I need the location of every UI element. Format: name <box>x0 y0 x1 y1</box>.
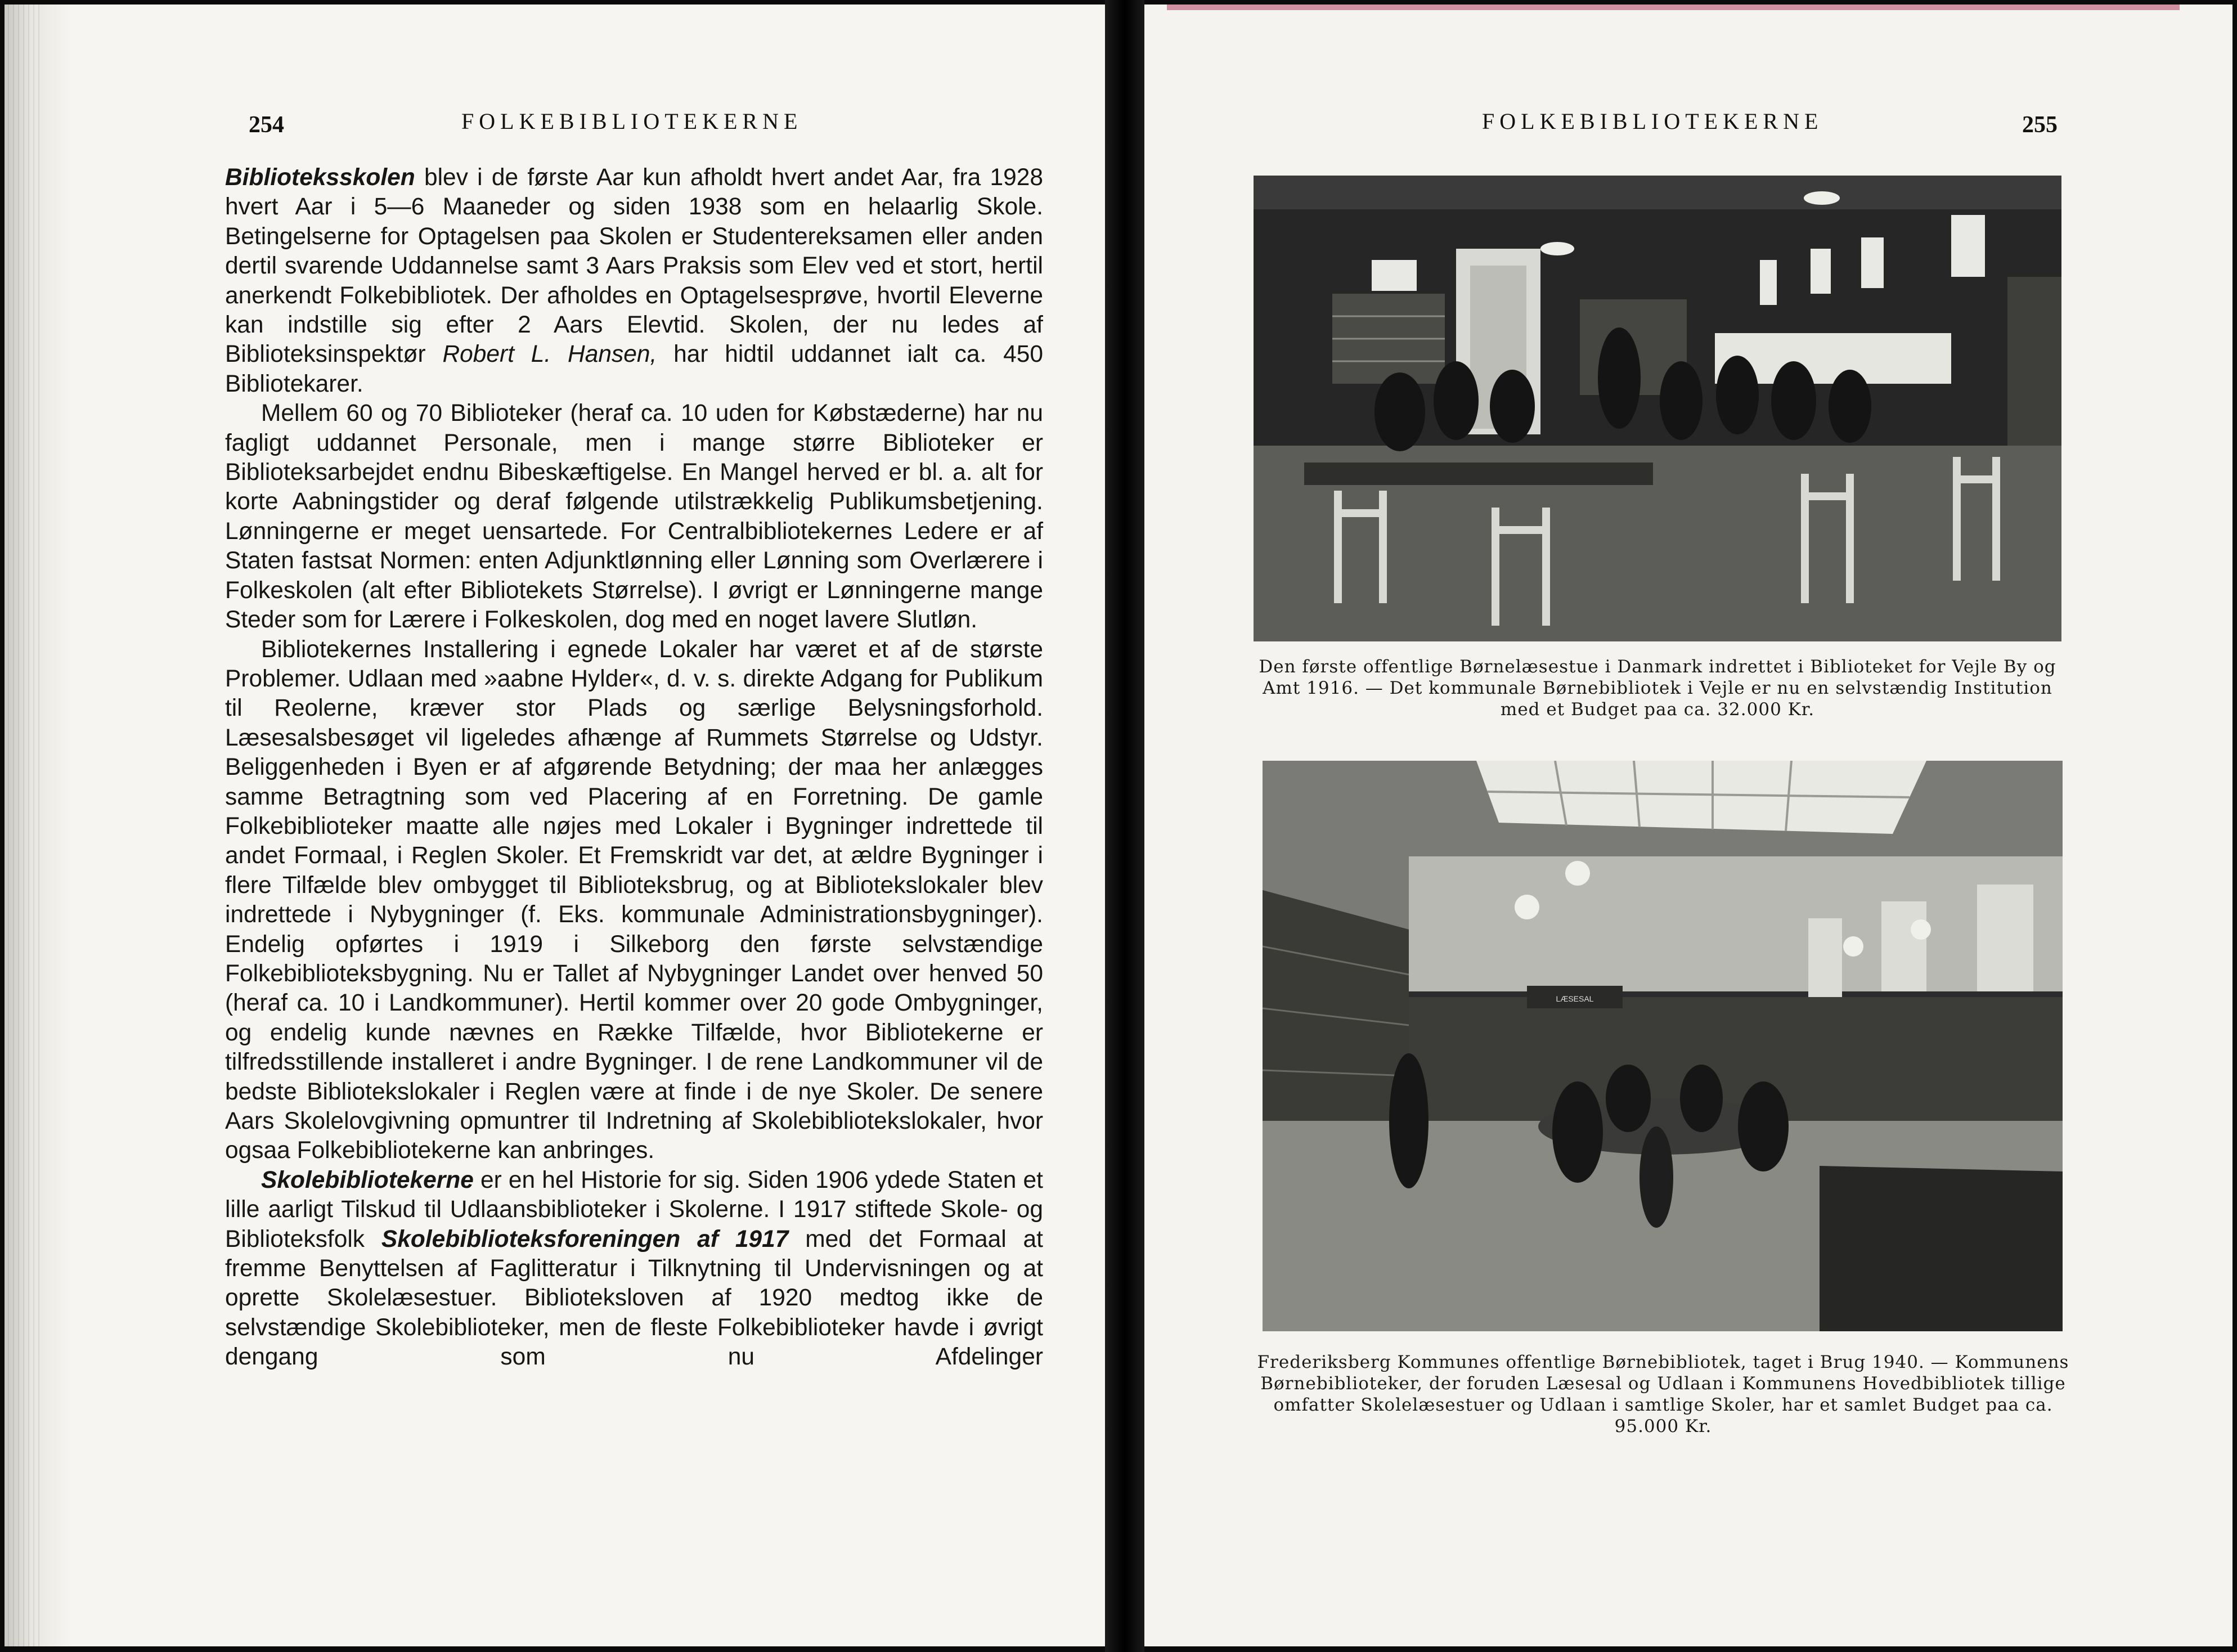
paragraph-text: med det Formaal at fremme Benyttelsen af Faglitteratur i Tilknytning til Undervisningen og at oprette Skolelæsestuer. Biblioteksloven af 1920 medtog ikke de selvstændige Skolebiblioteker, men de fleste Folkebiblioteker havde i øvrigt dengang som nu Afdelinger <box>225 1225 1043 1371</box>
running-head-right: FOLKEBIBLIOTEKERNE <box>1482 109 1823 134</box>
upper-wall <box>1409 856 2063 991</box>
left-page <box>5 5 1105 1646</box>
reading-table <box>1304 463 1653 485</box>
running-head-left: FOLKEBIBLIOTEKERNE <box>461 109 803 134</box>
book-spine-gutter <box>1105 0 1144 1652</box>
person-name: Robert L. Hansen, <box>442 341 657 368</box>
photo-vejle-reading-room <box>1254 176 2061 641</box>
right-page <box>1144 5 2232 1646</box>
bookshelf-back <box>1409 997 2063 1121</box>
room-sign: LÆSESAL <box>1556 994 1594 1003</box>
photo1-caption: Den første offentlige Børnelæsestue i Danmark indrettet i Biblioteket for Vejle By og Amt 1916. — Det kommunale Børnebibliotek i Vejle er nu en selvstændig Institution med et Budget paa ca. 32.000 Kr. <box>1259 657 2056 720</box>
page-number-left: 254 <box>249 112 284 138</box>
page-number-right: 255 <box>2022 112 2058 138</box>
top-edge-stain <box>1167 5 2180 10</box>
photo-frederiksberg-library <box>1263 761 2063 1331</box>
lead-term: Biblioteksskolen <box>225 164 415 191</box>
paragraph-lokaler: Bibliotekernes Installering i egnede Lokaler har været et af de største Problemer. Udlaan med »aabne Hylder«, d. v. s. direkte Adgang for Publikum til Reolerne, kræver stor Plads og særlige Belysningsforhold. Læsesalsbesøget vil ligeledes afhænge af Rummets Størrelse og Udstyr. Beliggenheden i Byen er af afgørende Betydning; der maa her anlægges samme Betragtning som ved Placering af en Forretning. De gamle Folkebiblioteker maatte alle nøjes med Lokaler i Bygninger indrettede til andet Formaal, i Reglen Skoler. Et Fremskridt var det, at ældre Bygninger i flere Tilfælde blev ombygget til Biblioteksbrug, og at Bibliotekslokaler blev indrettede i Nybygninger (f. Eks. kommunale Administrationsbygninger). Endelig opførtes i 1919 i Silkeborg den første selvstændige Folkebiblioteksbygning. Nu er Tallet af Nybygninger Landet over henved 50 (heraf ca. 10 i Landkommuner). Hertil kommer over 20 gode Ombygninger, og endelig kunde nævnes en Række Tilfælde, hvor Bibliotekerne er tilfredsstillende installeret i andre Bygninger. I de rene Landkommuner vil de bedste Bibliotekslokaler i Reglen være at finde i de nye Skoler. De senere Aars Skolelovgivning opmuntrer til Indretning af Skolebibliotekslokaler, hvor ogsaa Folkebibliotekerne kan anbringes. <box>225 636 1043 1164</box>
paragraph-skolebibliotekerne <box>225 1166 1043 1372</box>
page-edge-stack <box>8 5 42 1646</box>
paragraph-text: blev i de første Aar kun afholdt hvert andet Aar, fra 1928 hvert Aar i 5—6 Maaneder og siden 1938 som en helaarlig Skole. Betingelserne for Optagelsen paa Skolen er Studentereksamen eller anden dertil svarende Uddannelse samt 3 Aars Praksis som Elev ved et stort, hertil anerkendt Folkebibliotek. Der afholdes en Optagelsesprøve, hvortil Eleverne kan indstille sig efter 2 Aars Elevtid. Skolen, der nu ledes af Biblioteksinspektør <box>225 164 1043 368</box>
body-text <box>225 163 1043 1372</box>
organization-name: Skolebiblioteksforeningen af 1917 <box>381 1225 789 1253</box>
lead-term: Skolebibliotekerne <box>261 1166 474 1193</box>
paragraph-personale: Mellem 60 og 70 Biblioteker (heraf ca. 10 uden for Købstæderne) har nu fagligt uddannet Personale, men i mange større Biblioteker er Biblioteksarbejdet endnu Bibeskæftigelse. En Mangel herved er bl. a. alt for korte Aabningstider og deraf følgende utilstrækkelig Publikumsbetjening. Lønningerne er meget uensartede. For Centralbibliotekernes Ledere er af Staten fastsat Normen: enten Adjunktlønning eller Lønning som Overlærere i Folkeskolen (alt efter Bibliotekets Størrelse). I øvrigt er Lønningerne mange Steder som for Lærere i Folkeskolen, dog med en noget lavere Slutløn. <box>225 400 1043 634</box>
paragraph-text: har hidtil uddannet ialt ca. 450 Bibliotekarer. <box>225 341 1043 397</box>
photo2-caption: Frederiksberg Kommunes offentlige Børnebibliotek, taget i Brug 1940. — Kommunens Børnebiblioteker, der foruden Læsesal og Udlaan i Kommunens Hovedbibliotek tillige omfatter Skolelæsestuer og Udlaan i samtlige Skoler, har et samlet Budget paa ca. 95.000 Kr. <box>1257 1352 2069 1436</box>
librarian-desk <box>1820 1166 2063 1331</box>
paragraph-text: er en hel Historie for sig. Siden 1906 ydede Staten et lille aarligt Tilskud til Udlaansbiblioteker i Skolerne. I 1917 stiftede Skole- og Biblioteksfolk <box>225 1166 1043 1253</box>
paragraph-biblioteksskolen <box>225 163 1043 399</box>
